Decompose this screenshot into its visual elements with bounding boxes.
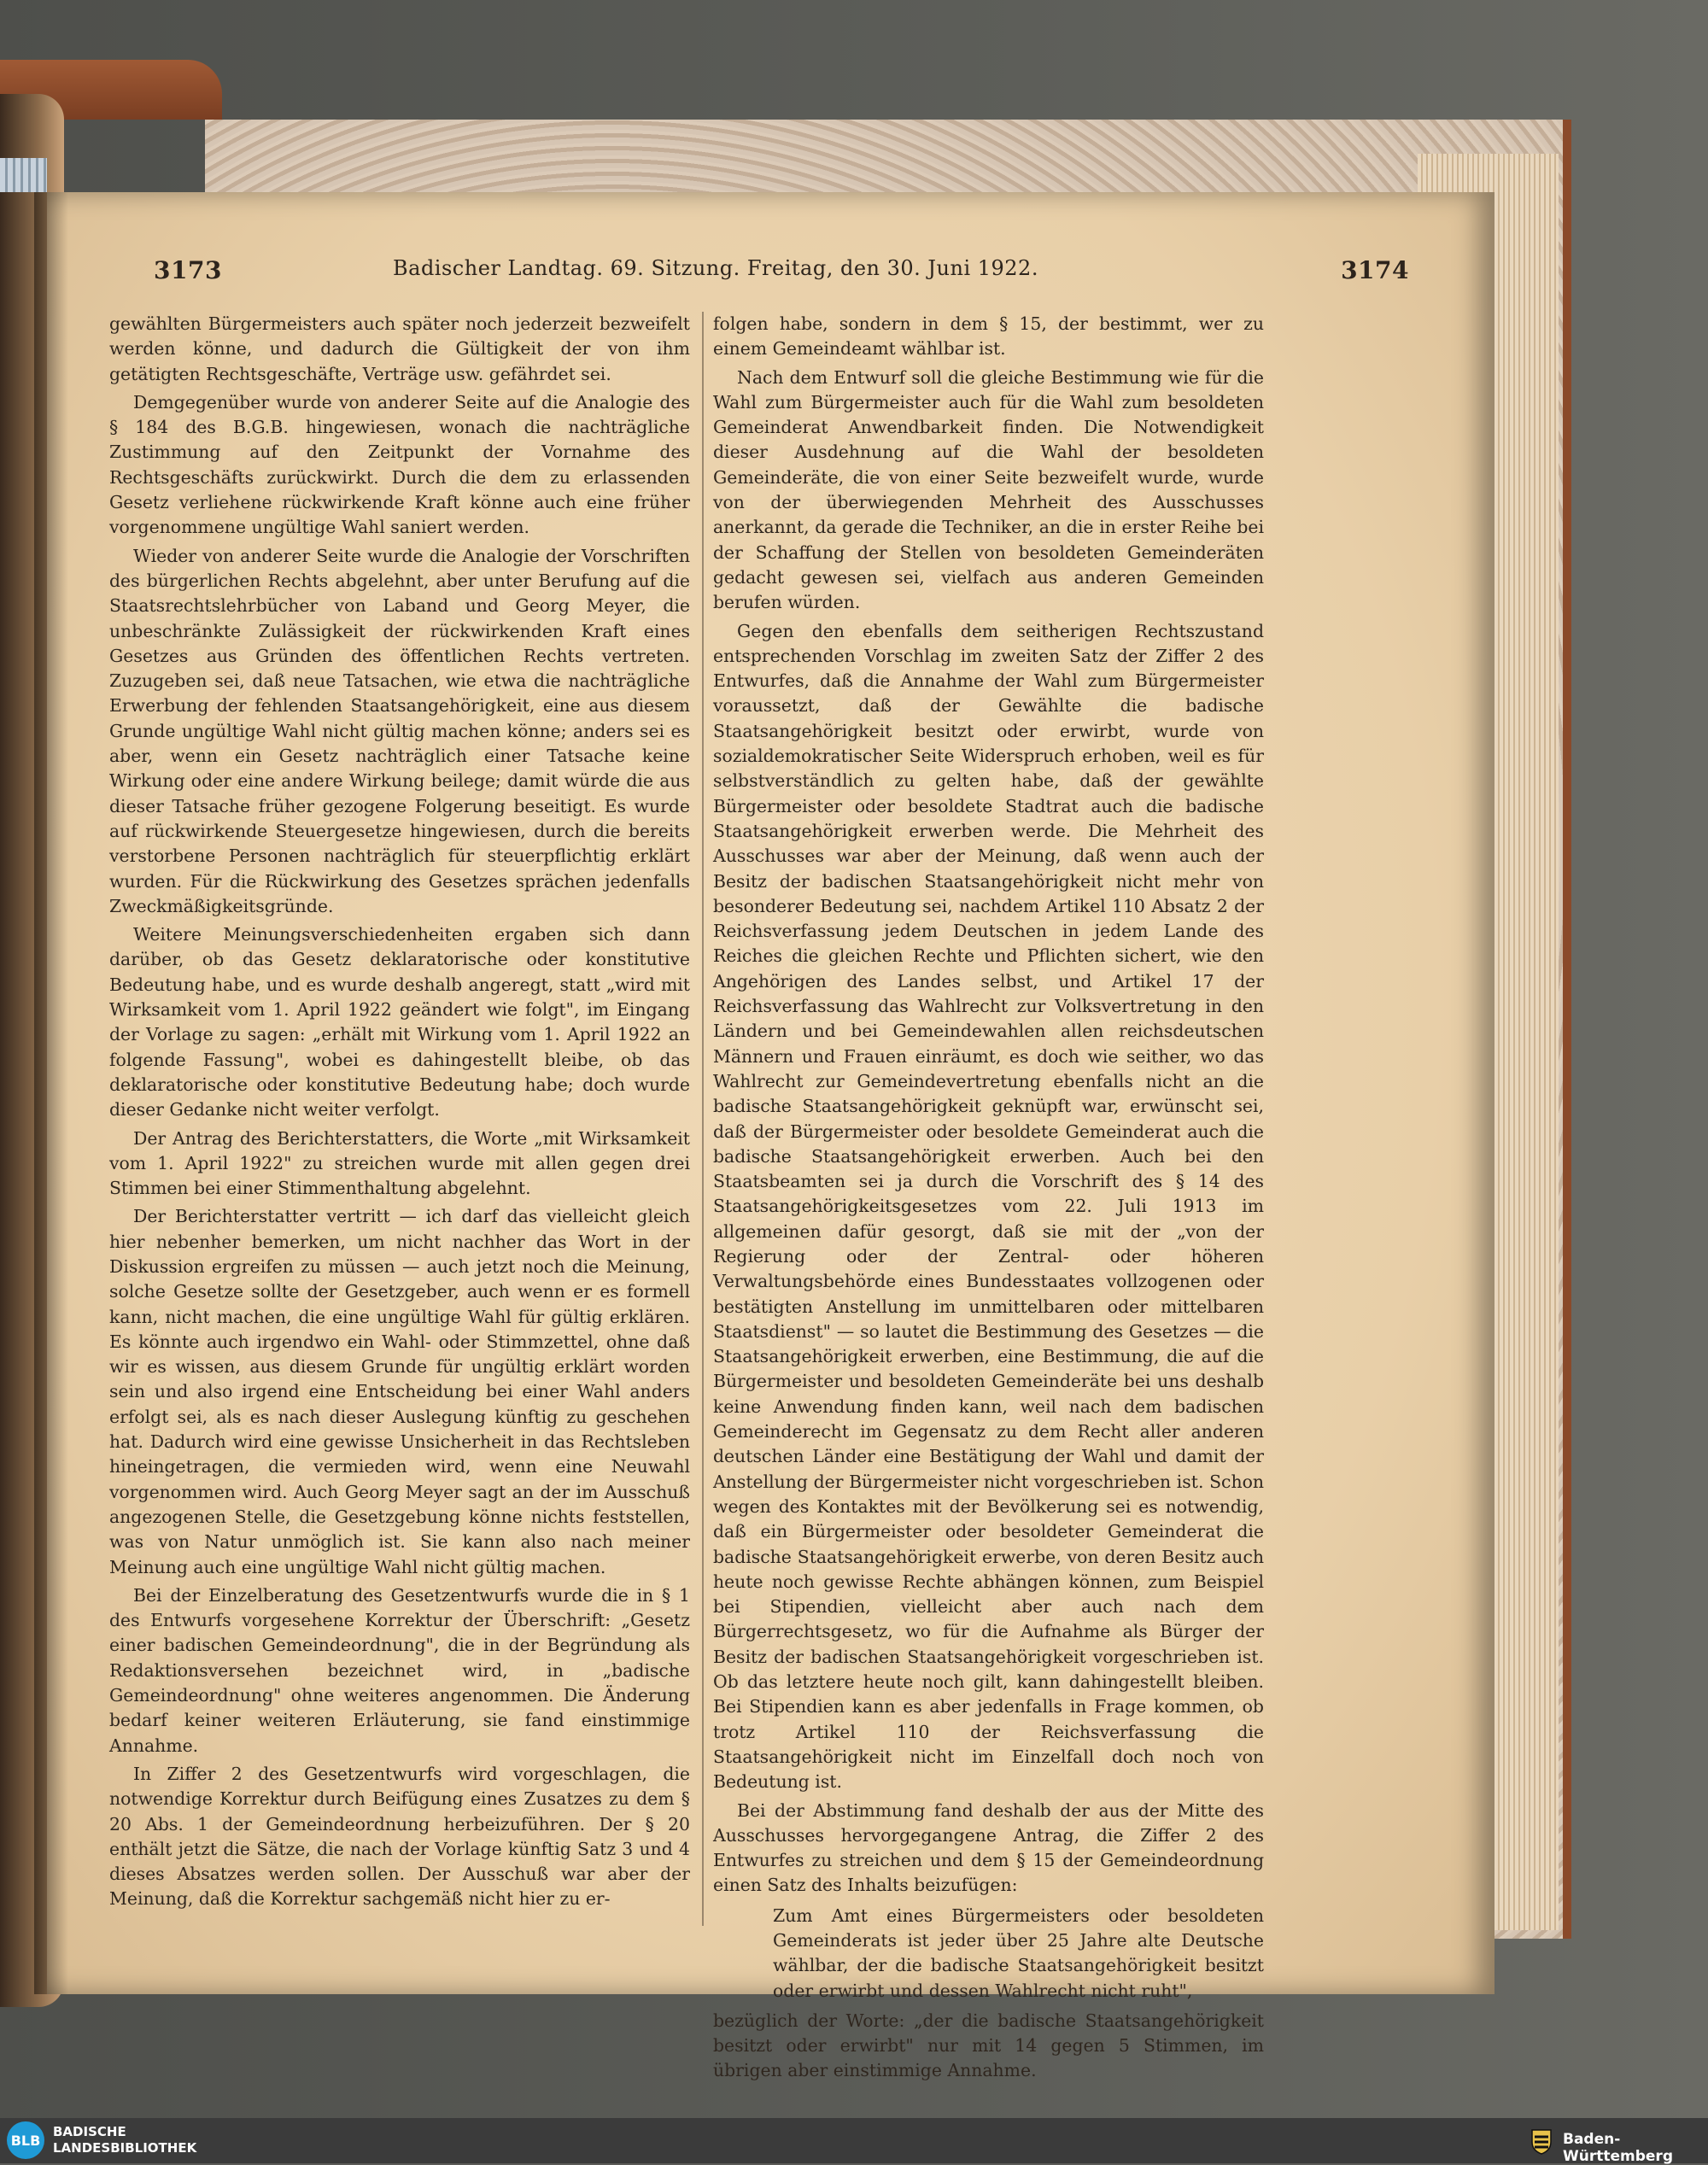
- running-head: [154, 256, 1409, 290]
- paragraph: Gegen den ebenfalls dem seitherigen Rechtszustand entsprechenden Vorschlag im zweiten Satz der Ziffer 2 des Entwurfes, daß die Annahme der Wahl zum Bürgermeister voraussetzt, daß der Gewählte die badische Staatsangehörigkeit besitzt oder erwirbt, wurde von sozialdemokratischer Seite Widerspruch erhoben, weil es für selbstverständlich zu gelten habe, daß der gewählte Bürgermeister oder besoldete Stadtrat auch die badische Staatsangehörigkeit erwerben werde. Die Mehrheit des Ausschusses war aber der Meinung, daß wenn auch der Besitz der badischen Staatsangehörigkeit nicht mehr von besonderer Bedeutung sei, nachdem Artikel 110 Absatz 2 der Reichsverfassung jedem Deutschen in jedem Lande des Reiches die gleichen Rechte und Pflichten sichert, wie den Angehörigen des Landes selbst, und Artikel 17 der Reichsverfassung das Wahlrecht zur Volksvertretung in den Ländern und bei Gemeindewahlen allen reichsdeutschen Männern und Frauen einräumt, es doch wie seither, wo das Wahlrecht zur Gemeindevertretung ebenfalls nicht an die badische Staatsangehörigkeit geknüpft war, erwünscht sei, daß der Bürgermeister oder besoldete Gemeinderat auch die badische Staatsangehörigkeit erwerben. Auch bei den Staatsbeamten sei ja durch die Vorschrift des § 14 des Staatsangehörigkeitsgesetzes vom 22. Juli 1913 im allgemeinen dafür gesorgt, daß sie mit der „von der Regierung oder der Zentral- oder höheren Verwaltungsbehörde eines Bundesstaates vollzogenen oder bestätigten Anstellung im unmittelbaren oder mittelbaren Staatsdienst" — so lautet die Bestimmung des Gesetzes — die Staatsangehörigkeit erwerben, eine Bestimmung, die auf die Bürgermeister und besoldeten Gemeinderäte bei uns deshalb keine Anwendung finden kann, weil nach dem badischen Gemeinderecht im Gegensatz zu dem Recht aller anderen deutschen Länder eine Bestätigung der Wahl und damit der Anstellung der Bürgermeister nicht vorgeschrieben ist. Schon wegen des Kontaktes mit der Bevölkerung sei es notwendig, daß ein Bürgermeister oder besoldeter Gemeinderat die badische Staatsangehörigkeit erwerbe, von deren Besitz auch heute noch gewisse Rechte abhängen können, zum Beispiel bei Stipendien, vielleicht aber auch nach dem Bürgerrechtsgesetz, wo für die Aufnahme als Bürger der Besitz der badischen Staatsangehörigkeit vorgeschrieben ist. Ob das letztere heute noch gilt, kann dahingestellt bleiben. Bei Stipendien kann es aber jedenfalls in Frage kommen, ob trotz Artikel 110 der Reichsverfassung die Staatsangehörigkeit nicht im Einzelfall doch noch von Bedeutung ist.: [713, 620, 1264, 1793]
- paragraph: folgen habe, sondern in dem § 15, der bestimmt, wer zu einem Gemeindeamt wählbar ist.: [713, 313, 1264, 360]
- library-name[interactable]: [53, 2124, 196, 2156]
- bookmark-tab: [0, 158, 47, 192]
- paragraph: Nach dem Entwurf soll die gleiche Bestimmung wie für die Wahl zum Bürgermeister auch für die Wahl zum besoldeten Gemeinderat Anwendbarkeit finden. Die Notwendigkeit dieser Ausdehnung auf die Wahl der besoldeten Gemeinderäte, die von einer Seite bezweifelt wurde, wurde von der überwiegenden Mehrheit des Ausschusses anerkannt, da gerade die Techniker, an die in erster Reihe bei der Schaffung der Stellen von besoldeten Gemeinderäten gedacht gewesen sei, vielfach aus anderen Gemeinden berufen würden.: [713, 366, 1264, 613]
- partner-name[interactable]: Baden-Württemberg: [1563, 2131, 1673, 2165]
- blb-logo-text: BLB: [10, 2132, 41, 2149]
- blb-logo-icon[interactable]: [7, 2121, 44, 2159]
- gutter-shadow: [34, 192, 68, 1994]
- paragraph: In Ziffer 2 des Gesetzentwurfs wird vorgeschlagen, die notwendige Korrektur durch Beifügung eines Zusatzes zu dem § 20 Abs. 1 der Gemeindeordnung herbeizuführen. Der § 20 enthält jetzt die Sätze, die nach der Vorlage künftig Satz 3 und 4 dieses Absatzes werden sollen. Der Ausschuß war aber der Meinung, daß die Korrektur sachgemäß nicht hier zu er-: [109, 1763, 690, 1910]
- library-name-line2: LANDESBIBLIOTHEK: [53, 2140, 197, 2156]
- paragraph: Der Berichterstatter vertritt — ich darf das vielleicht gleich hier nebenher bemerken, um nicht nachher das Wort in der Diskussion ergreifen zu müssen — auch jetzt noch die Meinung, solche Gesetze sollte der Gesetzgeber, auch wenn er es formell kann, nicht machen, die eine ungültige Wahl für gültig erklären. Es könnte auch irgendwo ein Wahl- oder Stimmzettel, ohne daß wir es wissen, aus diesem Grunde für ungültig erklärt worden sein und also irgend eine Entscheidung bei einer Wahl anders erfolgt sei, als es nach dieser Auslegung künftig zu geschehen hat. Dadurch wird eine gewisse Unsicherheit in das Rechtsleben hineingetragen, die vermieden wird, wenn eine Neuwahl vorgenommen wird. Auch Georg Meyer sagt an der im Ausschuß angezogenen Stelle, die Gesetzgebung könne nichts feststellen, was von Natur unmöglich ist. Sie kann also nach meiner Meinung auch eine ungültige Wahl nicht gültig machen.: [109, 1206, 690, 1577]
- paragraph: Bei der Einzelberatung des Gesetzentwurfs wurde die in § 1 des Entwurfs vorgesehene Korrektur der Überschrift: „Gesetz einer badischen Gemeindeordnung", die in der Begründung als Redaktionsversehen bezeichnet wird, in „badische Gemeindeordnung" ohne weiteres angenommen. Die Änderung bedarf keiner weiteren Erläuterung, sie fand einstimmige Annahme.: [109, 1584, 690, 1756]
- left-column: [109, 312, 690, 1916]
- library-footer-bar: [0, 2118, 1708, 2163]
- coat-of-arms-icon[interactable]: [1527, 2127, 1556, 2156]
- column-rule: [702, 312, 704, 1926]
- page-number-right: 3174: [1341, 256, 1409, 284]
- paragraph: Demgegenüber wurde von anderer Seite auf die Analogie des § 184 des B.G.B. hingewiesen, wonach die nachträgliche Zustimmung auf den Zeitpunkt der Vornahme des Rechtsgeschäfts zurückwirkt. Durch die dem zu erlassenden Gesetz verliehene rückwirkende Kraft könne auch eine früher vorgenommene ungültige Wahl saniert werden.: [109, 391, 690, 538]
- paragraph: bezüglich der Worte: „der die badische Staatsangehörigkeit besitzt oder erwirbt" nur mit 14 gegen 5 Stimmen, im übrigen aber einstimmige Annahme.: [713, 2010, 1264, 2081]
- page-number-left: 3173: [154, 256, 222, 284]
- paragraph: Weitere Meinungsverschiedenheiten ergaben sich dann darüber, ob das Gesetz deklaratorische oder konstitutive Bedeutung habe, und es wurde deshalb angeregt, statt „wird mit Wirksamkeit vom 1. April 1922 geändert wie folgt", im Eingang der Vorlage zu sagen: „erhält mit Wirkung vom 1. April 1922 an folgende Fassung", wobei es dahingestellt bleibe, ob das deklaratorische oder konstitutive Bedeutung habe; doch wurde dieser Gedanke nicht weiter verfolgt.: [109, 924, 690, 1121]
- right-column: [713, 312, 1264, 2087]
- paragraph: Wieder von anderer Seite wurde die Analogie der Vorschriften des bürgerlichen Rechts abgelehnt, aber unter Berufung auf die Staatsrechtslehrbücher von Laband und Georg Meyer, die unbeschränkte Zulässigkeit der rückwirkenden Kraft eines Gesetzes aus Gründen des öffentlichen Rechts vertreten. Zuzugeben sei, daß neue Tatsachen, wie etwa die nachträgliche Erwerbung der fehlenden Staatsangehörigkeit, eine aus diesem Grunde ungültige Wahl nicht gültig machen könne; anders sei es aber, wenn ein Gesetz nachträglich einer Tatsache keine Wirkung oder eine andere Wirkung beilege; damit würde die aus dieser Tatsache früher gezogene Folgerung beseitigt. Es wurde auf rückwirkende Steuergesetze hingewiesen, durch die bereits verstorbene Personen nachträglich für steuerpflichtig erklärt wurden. Für die Rückwirkung des Gesetzes sprächen jedenfalls Zweckmäßigkeitsgründe.: [109, 545, 690, 916]
- paragraph: Bei der Abstimmung fand deshalb der aus der Mitte des Ausschusses hervorgegangene Antrag, die Ziffer 2 des Entwurfes zu streichen und dem § 15 der Gemeindeordnung einen Satz des Inhalts beizufügen:: [713, 1799, 1264, 1896]
- quoted-amendment: Zum Amt eines Bürgermeisters oder besoldeten Gemeinderats ist jeder über 25 Jahre alte Deutsche wählbar, der die badische Staatsangehörigkeit besitzt oder erwirbt und dessen Wahlrecht nicht ruht",: [773, 1905, 1264, 2001]
- library-name-line1: BADISCHE: [53, 2124, 126, 2139]
- paragraph: Der Antrag des Berichterstatters, die Worte „mit Wirksamkeit vom 1. April 1922" zu streichen wurde mit allen gegen drei Stimmen bei einer Stimmenthaltung abgelehnt.: [109, 1127, 690, 1199]
- paragraph: gewählten Bürgermeisters auch später noch jederzeit bezweifelt werden könne, und dadurch die Gültigkeit der von ihm getätigten Rechtsgeschäfte, Verträge usw. gefährdet sei.: [109, 313, 690, 384]
- running-head-title: Badischer Landtag. 69. Sitzung. Freitag, den 30. Juni 1922.: [393, 256, 1038, 280]
